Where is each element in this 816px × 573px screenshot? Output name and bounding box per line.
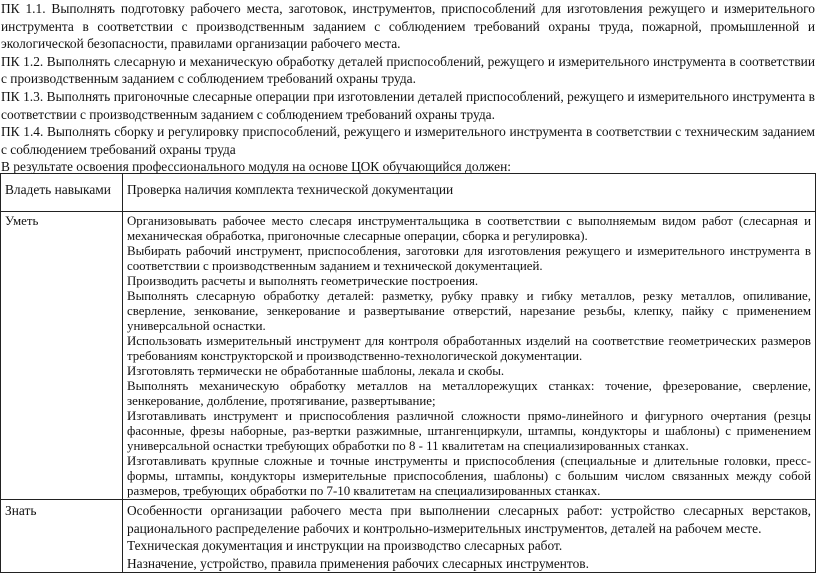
intro-paragraph-pk13: ПК 1.3. Выполнять пригоночные слесарные операции при изготовлении деталей приспособлений, режущего и измерительного инструмента в соответствии с производственным заданием с соблюдением требований охраны труда. [1, 88, 815, 122]
table-row-skills [1, 174, 816, 212]
skills-content: Проверка наличия комплекта технической документации [123, 174, 816, 212]
knowledge-label: Знать [1, 500, 123, 573]
skills-label: Владеть навыками [1, 174, 123, 212]
abilities-item: Использовать измерительный инструмент для контроля обработанных изделий на соответствие геометрических размеров требованиям конструкторской и производственно-технологической документации. [127, 334, 811, 363]
knowledge-item: Особенности организации рабочего места при выполнении слесарных работ: устройство слесарных верстаков, рационального распределение рабочих и контрольно-измерительных инструментов, деталей на рабочем месте. [127, 503, 811, 536]
abilities-item: Изготавливать инструмент и приспособления различной сложности прямо-линейного и фигурного очертания (резцы фасонные, фрезы наборные, раз-вертки разжимные, штангенциркули, штампы, кондукторы и шаблоны) с применением универсальной оснастки требующих обработки по 8 - 11 квалитетам на специализированных станках. [127, 409, 811, 453]
abilities-item: Изготовлять термически не обработанные шаблоны, лекала и скобы. [127, 364, 505, 378]
intro-paragraph-result: В результате освоения профессионального модуля на основе ЦОК обучающийся должен: [1, 159, 511, 175]
abilities-label: Уметь [1, 212, 123, 500]
abilities-item: Организовывать рабочее место слесаря инструментальщика в соответствии с выполняемым видом работ (слесарная и механическая обработка, пригоночные слесарные операции, сборка и регулировка). [127, 214, 811, 243]
abilities-item: Выполнять механическую обработку металлов на металлорежущих станках: точение, фрезерование, сверление, зенкерование, долбление, протягивание, развертывание; [127, 379, 811, 408]
abilities-item: Выбирать рабочий инструмент, приспособления, заготовки для изготовления режущего и измерительного инструмента в соответствии с производственным заданием и технической документацией. [127, 244, 811, 273]
abilities-item: Выполнять слесарную обработку деталей: разметку, рубку правку и гибку металлов, резку металлов, опиливание, сверление, зенкование, зенкерование и развертывание отверстий, нарезание резьбы, клепку, пайку с применением универсальной оснастки. [127, 289, 811, 333]
knowledge-content [123, 500, 816, 573]
abilities-item: Изготавливать крупные сложные и точные инструменты и приспособления (специальные и длительные головки, пресс-формы, штампы, кондукторы измерительные приспособления, шаблоны) с большим числом связанных между собой размеров, требующих обработки по 7-10 квалитетам на специализированных станках. [127, 454, 811, 498]
intro-text [1, 0, 815, 176]
knowledge-item: Техническая документация и инструкции на производство слесарных работ. [127, 538, 563, 553]
table-row-knowledge [1, 500, 816, 573]
intro-paragraph-pk12: ПК 1.2. Выполнять слесарную и механическую обработку деталей приспособлений, режущего и измерительного инструмента в соответствии с производственным заданием с соблюдением требований охраны труда. [1, 53, 815, 87]
intro-paragraph-pk11: ПК 1.1. Выполнять подготовку рабочего места, заготовок, инструментов, приспособлений для изготовления режущего и измерительного инструмента в соответствии с производственным заданием с соблюдением требований охраны труда, пожарной, промышленной и экологической безопасности, правилами организации рабочего места. [1, 1, 815, 52]
knowledge-item: Назначение, устройство, правила применения рабочих слесарных инструментов. [127, 555, 589, 571]
abilities-content [123, 212, 816, 500]
table-row-abilities [1, 212, 816, 500]
intro-paragraph-pk14: ПК 1.4. Выполнять сборку и регулировку приспособлений, режущего и измерительного инструмента в соответствии с техническим заданием с соблюдением требований охраны труда [1, 124, 815, 157]
competency-table [0, 173, 816, 573]
abilities-item: Производить расчеты и выполнять геометрические построения. [127, 274, 479, 288]
